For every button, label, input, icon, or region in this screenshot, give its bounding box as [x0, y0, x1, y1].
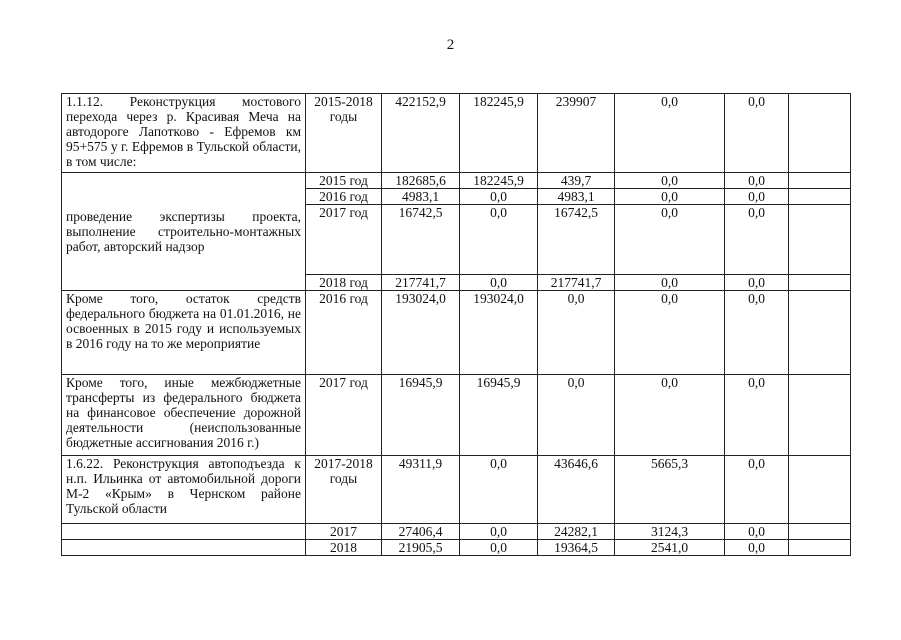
cell-empty [789, 375, 851, 456]
cell-local: 0,0 [615, 275, 725, 291]
cell-extra: 0,0 [725, 291, 789, 375]
cell-extra: 0,0 [725, 173, 789, 189]
cell-federal: 182245,9 [460, 173, 538, 189]
cell-total: 193024,0 [382, 291, 460, 375]
cell-regional: 0,0 [538, 291, 615, 375]
cell-empty [789, 205, 851, 275]
cell-extra: 0,0 [725, 94, 789, 173]
row-description: Кроме того, остаток средств федерального бюджета на 01.01.2016, не освоенных в 2015 году и используемых в 2016 году на то же мероприятие [62, 291, 306, 375]
row-period: 2016 год [306, 291, 382, 375]
cell-local: 0,0 [615, 291, 725, 375]
cell-local: 3124,3 [615, 524, 725, 540]
cell-extra: 0,0 [725, 540, 789, 556]
cell-federal: 0,0 [460, 540, 538, 556]
cell-total: 422152,9 [382, 94, 460, 173]
cell-empty [789, 173, 851, 189]
cell-regional: 217741,7 [538, 275, 615, 291]
cell-regional: 439,7 [538, 173, 615, 189]
row-period: 2018 [306, 540, 382, 556]
cell-regional: 0,0 [538, 375, 615, 456]
row-description [62, 524, 306, 540]
cell-federal: 0,0 [460, 275, 538, 291]
cell-local: 0,0 [615, 205, 725, 275]
cell-federal: 0,0 [460, 456, 538, 524]
cell-federal: 0,0 [460, 205, 538, 275]
cell-local: 0,0 [615, 375, 725, 456]
cell-federal: 0,0 [460, 189, 538, 205]
cell-local: 2541,0 [615, 540, 725, 556]
cell-federal: 182245,9 [460, 94, 538, 173]
cell-empty [789, 189, 851, 205]
table-row [62, 291, 851, 375]
cell-empty [789, 275, 851, 291]
cell-extra: 0,0 [725, 375, 789, 456]
row-period: 2015-2018 годы [306, 94, 382, 173]
table-row [62, 94, 851, 173]
row-period: 2018 год [306, 275, 382, 291]
cell-total: 217741,7 [382, 275, 460, 291]
cell-federal: 193024,0 [460, 291, 538, 375]
cell-total: 182685,6 [382, 173, 460, 189]
row-period: 2017 [306, 524, 382, 540]
cell-extra: 0,0 [725, 205, 789, 275]
row-period: 2015 год [306, 173, 382, 189]
cell-regional: 24282,1 [538, 524, 615, 540]
cell-total: 27406,4 [382, 524, 460, 540]
row-period: 2016 год [306, 189, 382, 205]
row-description [62, 540, 306, 556]
cell-total: 16742,5 [382, 205, 460, 275]
cell-total: 16945,9 [382, 375, 460, 456]
table-row [62, 524, 851, 540]
cell-local: 0,0 [615, 173, 725, 189]
cell-empty [789, 524, 851, 540]
cell-empty [789, 540, 851, 556]
cell-local: 0,0 [615, 94, 725, 173]
budget-table [61, 93, 851, 556]
cell-federal: 16945,9 [460, 375, 538, 456]
cell-regional: 43646,6 [538, 456, 615, 524]
page-number: 2 [446, 37, 455, 53]
cell-extra: 0,0 [725, 456, 789, 524]
cell-total: 49311,9 [382, 456, 460, 524]
cell-federal: 0,0 [460, 524, 538, 540]
row-period: 2017 год [306, 375, 382, 456]
cell-empty [789, 291, 851, 375]
row-description: 1.1.12. Реконструкция мостового перехода через р. Красивая Меча на автодороге Лапотково - Ефремов км 95+575 у г. Ефремов в Тульской области, в том числе: [62, 94, 306, 173]
table-row [62, 173, 851, 189]
table-row [62, 456, 851, 524]
cell-extra: 0,0 [725, 524, 789, 540]
cell-total: 21905,5 [382, 540, 460, 556]
cell-regional: 4983,1 [538, 189, 615, 205]
cell-local: 0,0 [615, 189, 725, 205]
cell-empty [789, 94, 851, 173]
cell-extra: 0,0 [725, 189, 789, 205]
row-period: 2017 год [306, 205, 382, 275]
cell-extra: 0,0 [725, 275, 789, 291]
subitem-description: проведение экспертизы проекта, выполнение строительно-монтажных работ, авторский надзор [62, 173, 306, 291]
row-description: 1.6.22. Реконструкция автоподъезда к н.п. Ильинка от автомобильной дороги М-2 «Крым» в Чернском районе Тульской области [62, 456, 306, 524]
row-description: Кроме того, иные межбюджетные трансферты из федерального бюджета на финансовое обеспечение дорожной деятельности (неиспользованные бюджетные ассигнования 2016 г.) [62, 375, 306, 456]
cell-empty [789, 456, 851, 524]
cell-local: 5665,3 [615, 456, 725, 524]
row-period: 2017-2018 годы [306, 456, 382, 524]
table-row [62, 540, 851, 556]
cell-regional: 19364,5 [538, 540, 615, 556]
cell-regional: 16742,5 [538, 205, 615, 275]
table-row [62, 375, 851, 456]
cell-regional: 239907 [538, 94, 615, 173]
cell-total: 4983,1 [382, 189, 460, 205]
